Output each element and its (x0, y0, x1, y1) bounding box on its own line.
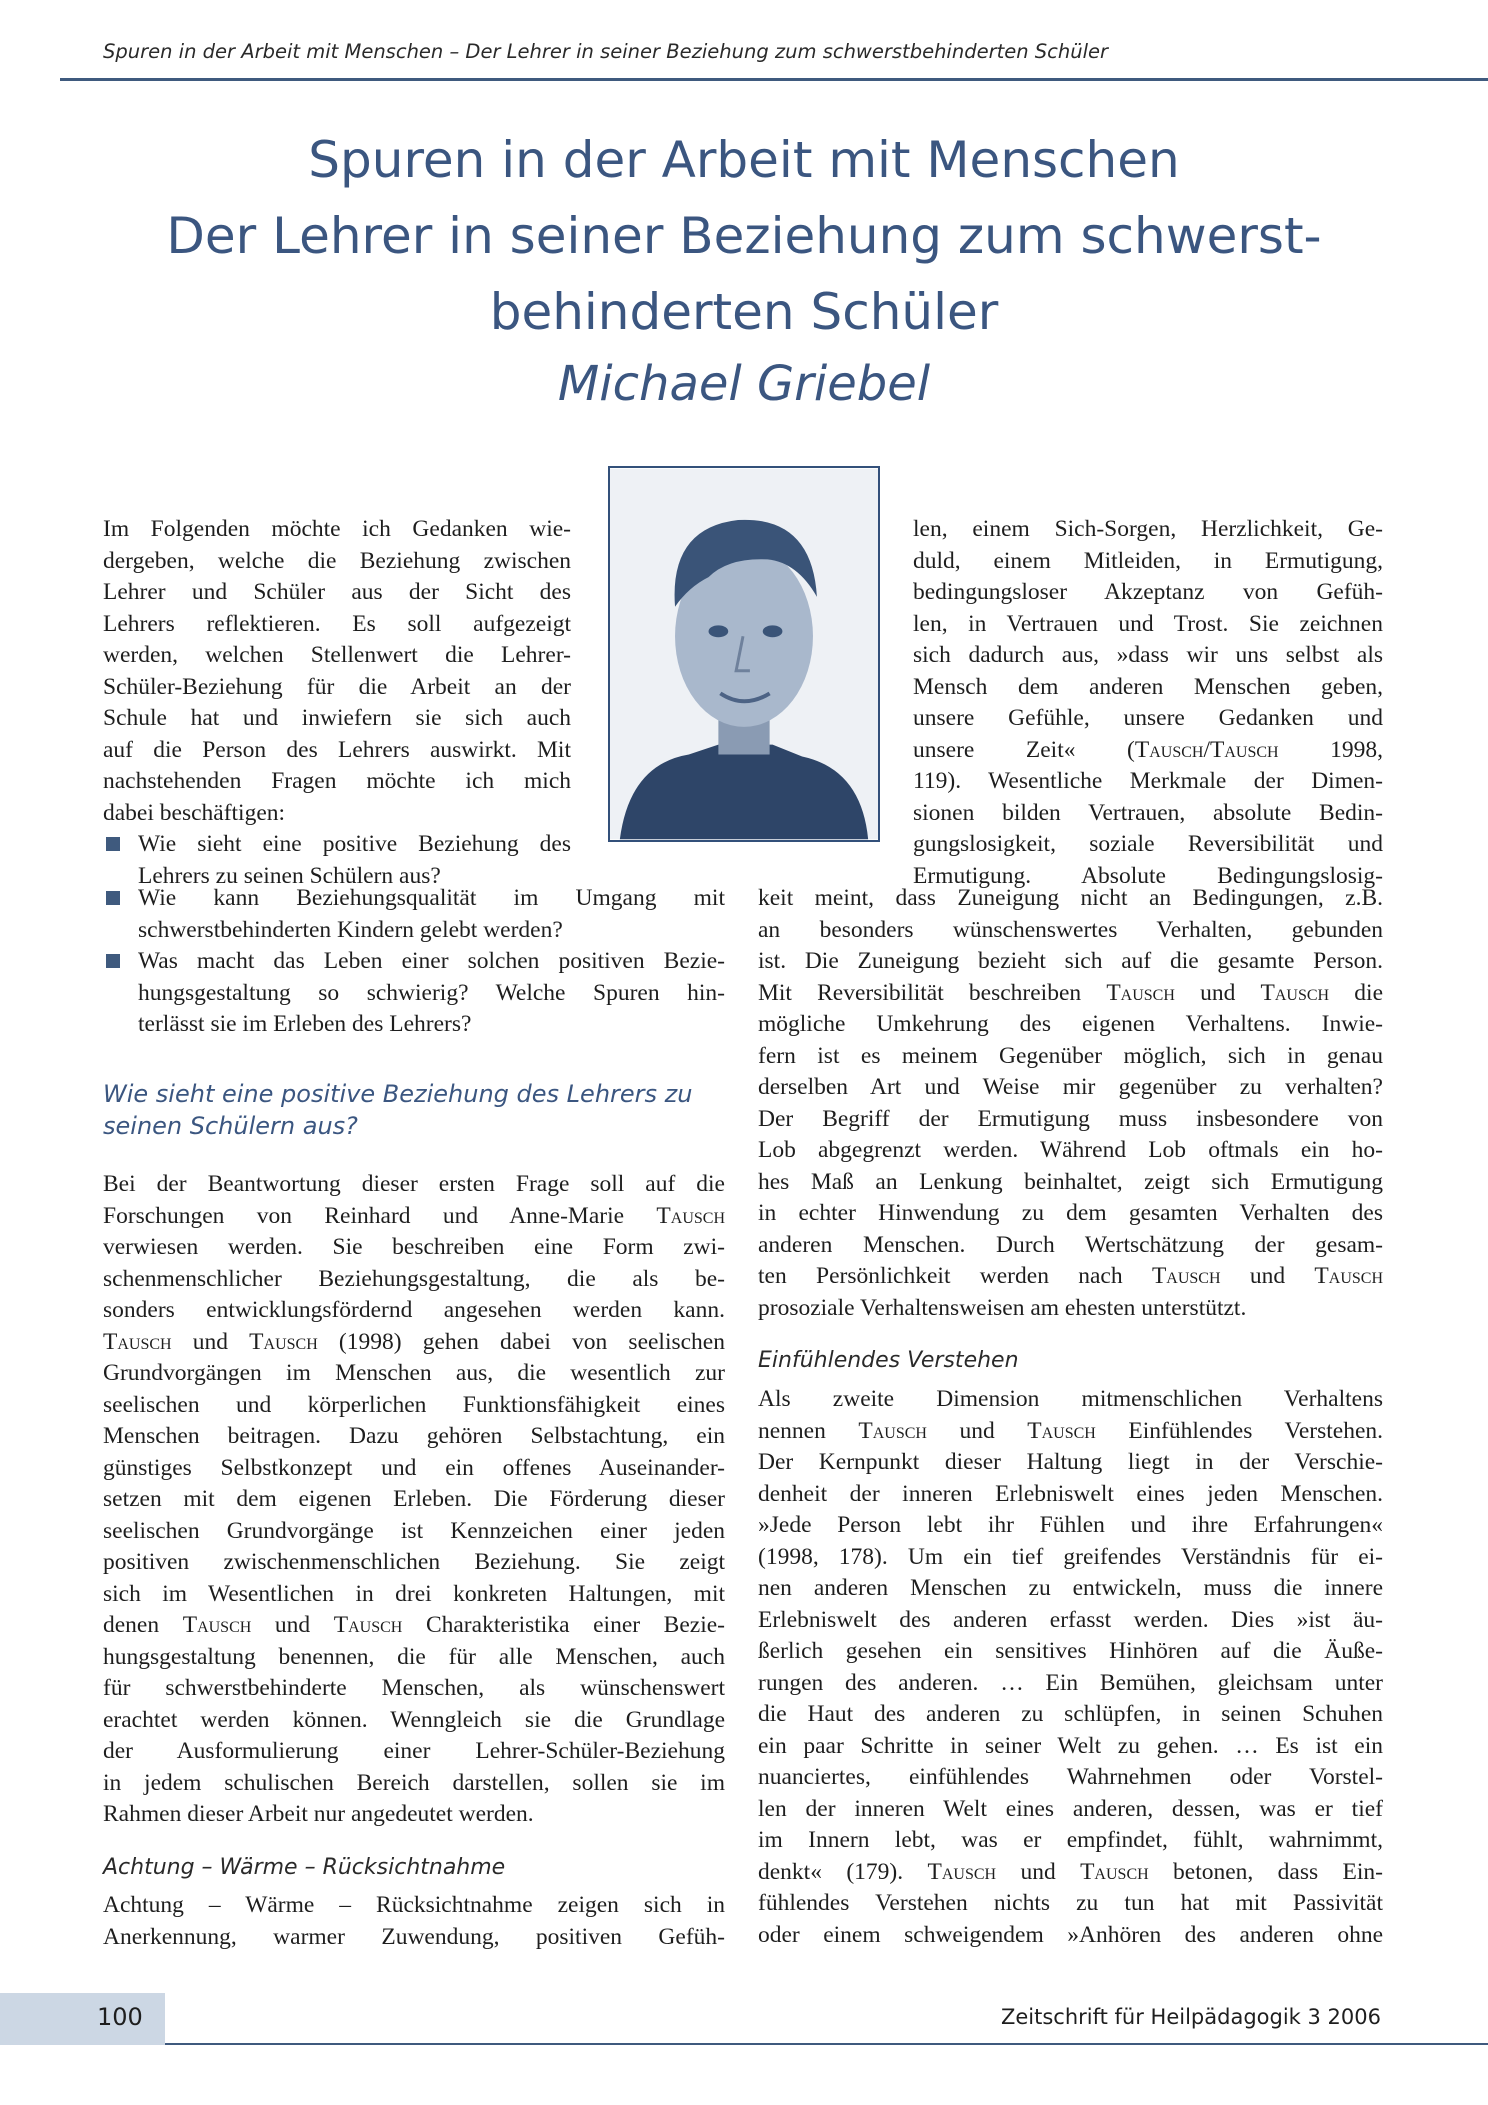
text-line: ist. Die Zuneigung bezieht sich auf die gesamte Person. (758, 948, 1383, 974)
bullet-square-icon (106, 837, 120, 851)
text-line: Der Begriff der Ermutigung muss insbesondere von (758, 1105, 1383, 1132)
text-line: len der inneren Welt eines anderen, dessen, was er tief (758, 1795, 1383, 1822)
author-citation-name: Tausch (1027, 1417, 1096, 1444)
einfuehlendes-paragraph (758, 1384, 1383, 1951)
text-line: Anerkennung, warmer Zuwendung, positiven Gefüh- (103, 1923, 725, 1950)
text-line: 119). Wesentliche Merkmale der Dimen- (913, 768, 1383, 794)
text-line: setzen mit dem eigenen Erleben. Die Förderung dieser (103, 1486, 725, 1512)
text-line: für schwerstbehinderte Menschen, als wünschenswert (103, 1675, 725, 1701)
text-line: derselben Art und Weise mir gegenüber zu verhalten? (758, 1074, 1383, 1100)
author-citation-name: Tausch (1260, 979, 1330, 1006)
author-citation-name: Tausch (249, 1328, 318, 1355)
author-citation-name: Tausch (1080, 1858, 1149, 1885)
author-name: Michael Griebel (557, 356, 931, 412)
text-line: bedingungsloser Akzeptanz von Gefüh- (913, 579, 1383, 605)
article-title (0, 122, 1488, 350)
author-citation-name: Tausch (333, 1612, 403, 1638)
text-line: fühlendes Verstehen nichts zu tun hat mit Passivität (758, 1890, 1383, 1916)
text-line: Schüler-Beziehung für die Arbeit an der (103, 673, 571, 700)
text-line: Wie kann Beziehungsqualität im Umgang mit (138, 885, 725, 911)
text-line: in jedem schulischen Bereich darstellen, sollen sie im (103, 1769, 725, 1796)
subheading-achtung: Achtung – Wärme – Rücksichtnahme (103, 1855, 506, 1880)
text-line: denen Tausch und Tausch Charakteristika einer Bezie- (103, 1612, 725, 1638)
heading-line: Wie sieht eine positive Beziehung des Lehrers zu (103, 1080, 693, 1108)
text-line: anderen Menschen. Durch Wertschätzung der gesam- (758, 1231, 1383, 1258)
running-head: Spuren in der Arbeit mit Menschen – Der Lehrer in seiner Beziehung zum schwerstbehinderten Schüler (103, 40, 1109, 63)
text-line: len, in Vertrauen und Trost. Sie zeichnen (913, 610, 1383, 637)
text-line: oder einem schweigendem »Anhören des anderen ohne (758, 1921, 1383, 1948)
text-line: Lob abgegrenzt werden. Während Lob oftmals ein ho- (758, 1137, 1383, 1163)
text-line: die Haut des anderen zu schlüpfen, in seinen Schuhen (758, 1701, 1383, 1727)
text-line: nachstehenden Fragen möchte ich mich (103, 768, 571, 794)
text-line: ßerlich gesehen ein sensitives Hinhören auf die Äuße- (758, 1638, 1383, 1664)
text-line: Lehrer und Schüler aus der Sicht des (103, 579, 571, 605)
text-line: »Jede Person lebt ihr Fühlen und ihre Erfahrungen« (758, 1512, 1383, 1538)
text-line: duld, einem Mitleiden, in Ermutigung, (913, 547, 1383, 574)
text-line: günstiges Selbstkonzept und ein offenes Auseinander- (103, 1454, 725, 1481)
text-line: Grundvorgängen im Menschen aus, die wesentlich zur (103, 1360, 725, 1386)
text-line: sich dadurch aus, »dass wir uns selbst als (913, 642, 1383, 668)
text-line: gungslosigkeit, soziale Reversibilität und (913, 831, 1383, 857)
text-line: Im Folgenden möchte ich Gedanken wie- (103, 516, 571, 542)
author-photo (608, 466, 880, 842)
text-line: Tausch und Tausch (1998) gehen dabei von seelischen (103, 1328, 725, 1355)
text-line: im Innern lebt, was er empfindet, fühlt, wahrnimmt, (758, 1827, 1383, 1853)
text-line: Lehrers reflektieren. Es soll aufgezeigt (103, 610, 571, 637)
text-line: nennen Tausch und Tausch Einfühlendes Verstehen. (758, 1417, 1383, 1444)
text-line: nen anderen Menschen zu entwickeln, muss die innere (758, 1575, 1383, 1601)
text-line: der Ausformulierung einer Lehrer-Schüler-Beziehung (103, 1738, 725, 1764)
text-line: Der Kernpunkt dieser Haltung liegt in der Verschie- (758, 1449, 1383, 1475)
text-line: sich im Wesentlichen in drei konkreten Haltungen, mit (103, 1580, 725, 1607)
text-line: dergeben, welche die Beziehung zwischen (103, 547, 571, 574)
heading-line: seinen Schülern aus? (103, 1112, 358, 1140)
text-line: erachtet werden können. Wenngleich sie die Grundlage (103, 1706, 725, 1733)
author-portrait-image (610, 468, 878, 840)
text-line: unsere Gefühle, unsere Gedanken und (913, 705, 1383, 731)
section-heading (103, 1078, 725, 1142)
header-rule (60, 78, 1488, 81)
text-line: in echter Hinwendung zu dem gesamten Verhalten des (758, 1200, 1383, 1226)
text-line: werden, welchen Stellenwert die Lehrer- (103, 642, 571, 668)
text-line: ten Persönlichkeit werden nach Tausch und Tausch (758, 1263, 1383, 1289)
author-citation-name: Tausch (1151, 1263, 1221, 1289)
author-citation-name: Tausch (1106, 979, 1175, 1006)
text-line: hes Maß an Lenkung beinhaltet, zeigt sich Ermutigung (758, 1168, 1383, 1195)
title-line: Spuren in der Arbeit mit Menschen (308, 131, 1180, 189)
text-line: (1998, 178). Um ein tief greifendes Verständnis für ei- (758, 1543, 1383, 1570)
text-line: Lehrers zu seinen Schülern aus? (138, 862, 441, 889)
text-line: mögliche Umkehrung des eigenen Verhaltens. Inwie- (758, 1011, 1383, 1037)
text-line: verwiesen werden. Sie beschreiben eine Form zwi- (103, 1234, 725, 1260)
author-citation-name: Tausch (103, 1328, 172, 1355)
footer-rule (165, 2043, 1488, 2045)
text-line: denheit der inneren Erlebniswelt eines jeden Menschen. (758, 1480, 1383, 1507)
text-line: Mensch dem anderen Menschen geben, (913, 673, 1383, 700)
text-line: Achtung – Wärme – Rücksichtnahme zeigen sich in (103, 1892, 725, 1918)
text-line: rungen des anderen. … Ein Bemühen, gleichsam unter (758, 1669, 1383, 1696)
right-column-paragraph (758, 883, 1383, 1324)
left-column-paragraph (103, 1169, 725, 1831)
subheading-einfuehlendes-verstehen: Einfühlendes Verstehen (758, 1348, 1019, 1373)
journal-name: Zeitschrift für Heilpädagogik 3 2006 (1000, 2005, 1381, 2029)
text-line: Ermutigung. Absolute Bedingungslosig- (913, 862, 1383, 889)
text-line: Rahmen dieser Arbeit nur angedeutet werden. (103, 1801, 534, 1827)
author-citation-name: Tausch (1314, 1263, 1383, 1289)
text-line: hungsgestaltung benennen, die für alle Menschen, auch (103, 1643, 725, 1670)
text-line: Mit Reversibilität beschreiben Tausch und Tausch die (758, 979, 1383, 1006)
text-line: dabei beschäftigen: (103, 799, 286, 826)
text-line: fern ist es meinem Gegenüber möglich, sich in genau (758, 1042, 1383, 1069)
text-line: schwerstbehinderten Kindern gelebt werden? (138, 916, 563, 943)
intro-block (103, 514, 571, 892)
title-line: Der Lehrer in seiner Beziehung zum schwerst- (166, 207, 1322, 265)
text-line: seelischen und körperlichen Funktionsfähigkeit eines (103, 1391, 725, 1418)
author-citation-name: Tausch (182, 1612, 252, 1638)
text-line: sonders entwicklungsfördernd angesehen werden kann. (103, 1297, 725, 1323)
text-line: Menschen beitragen. Dazu gehören Selbstachtung, ein (103, 1423, 725, 1449)
author-citation-name: Tausch (1134, 736, 1204, 763)
text-line: keit meint, dass Zuneigung nicht an Bedingungen, z.B. (758, 885, 1383, 911)
bullet-square-icon (106, 891, 120, 905)
text-line: denkt« (179). Tausch und Tausch betonen, dass Ein- (758, 1858, 1383, 1885)
achtung-paragraph (103, 1890, 725, 1953)
author-citation-name: Tausch (927, 1858, 997, 1885)
text-line: Als zweite Dimension mitmenschlichen Verhaltens (758, 1386, 1383, 1412)
question-item (103, 883, 725, 946)
text-line: hungsgestaltung so schwierig? Welche Spuren hin- (138, 979, 725, 1006)
text-line: len, einem Sich-Sorgen, Herzlichkeit, Ge- (913, 516, 1383, 542)
right-column-top (913, 514, 1383, 892)
text-line: Wie sieht eine positive Beziehung des (138, 831, 571, 857)
author-citation-name: Tausch (656, 1202, 725, 1229)
text-line: auf die Person des Lehrers auswirkt. Mit (103, 736, 571, 763)
text-line: Forschungen von Reinhard und Anne-Marie Tausch (103, 1202, 725, 1229)
text-line: nuanciertes, einfühlendes Wahrnehmen oder Vorstel- (758, 1764, 1383, 1790)
text-line: ein paar Schritte in seiner Welt zu gehen. … Es ist ein (758, 1732, 1383, 1759)
text-line: positiven zwischenmenschlichen Beziehung. Sie zeigt (103, 1549, 725, 1575)
text-line: Was macht das Leben einer solchen positiven Bezie- (138, 948, 725, 974)
text-line: schenmenschlicher Beziehungsgestaltung, die als be- (103, 1265, 725, 1292)
text-line: terlässt sie im Erleben des Lehrers? (138, 1011, 472, 1037)
text-line: unsere Zeit« (Tausch/Tausch 1998, (913, 736, 1383, 763)
author-citation-name: Tausch (858, 1417, 927, 1444)
author-citation-name: Tausch (1209, 736, 1279, 763)
text-line: Bei der Beantwortung dieser ersten Frage soll auf die (103, 1171, 725, 1197)
text-line: prosoziale Verhaltensweisen am ehesten unterstützt. (758, 1294, 1247, 1321)
text-line: seelischen Grundvorgänge ist Kennzeichen einer jeden (103, 1517, 725, 1544)
bullet-square-icon (106, 954, 120, 968)
questions-block (103, 883, 725, 1041)
question-item (103, 946, 725, 1041)
page-number: 100 (97, 2003, 143, 2031)
text-line: Schule hat und inwiefern sie sich auch (103, 705, 571, 731)
text-line: sionen bilden Vertrauen, absolute Bedin- (913, 799, 1383, 826)
text-line: an besonders wünschenswertes Verhalten, gebunden (758, 916, 1383, 943)
text-line: Erlebniswelt des anderen erfasst werden. Dies »ist äu- (758, 1606, 1383, 1633)
title-line: behinderten Schüler (489, 283, 999, 341)
